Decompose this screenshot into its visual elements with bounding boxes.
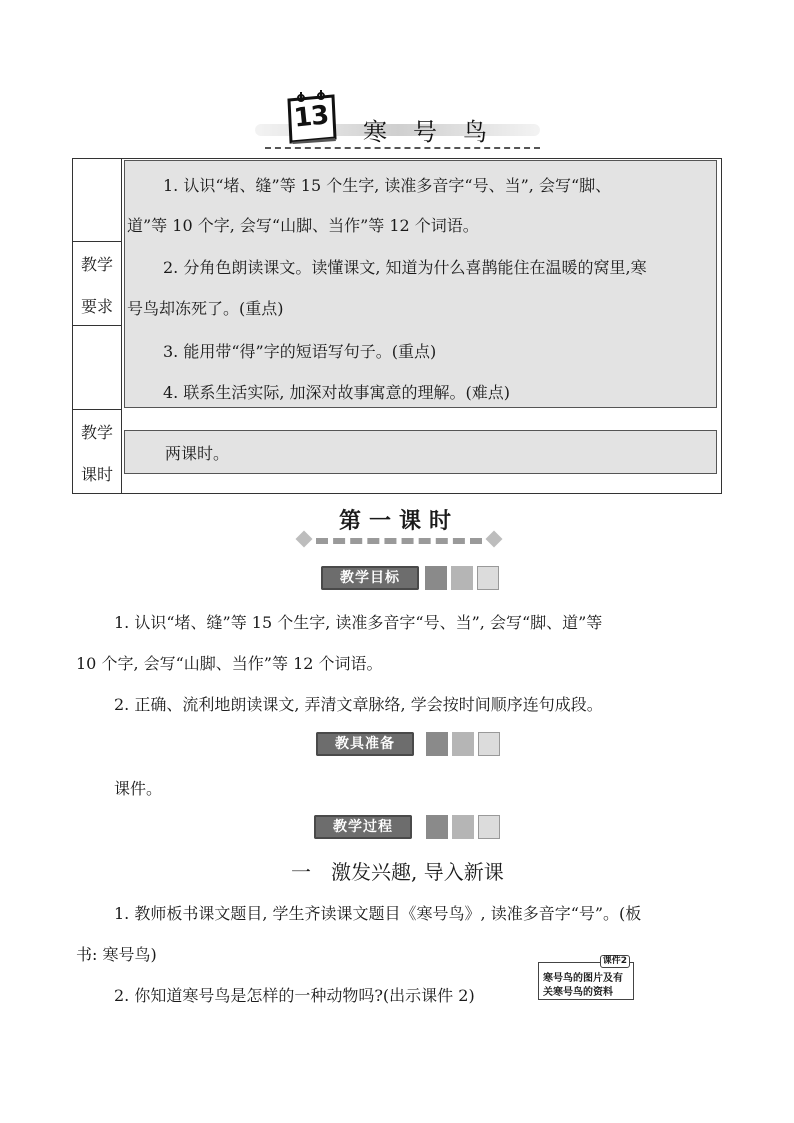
badge-square — [426, 815, 448, 839]
goal-line: 10 个字, 会写“山脚、当作”等 12 个词语。 — [76, 654, 383, 673]
courseware-id: 课件2 — [600, 955, 630, 968]
tools-text: 课件。 — [114, 779, 163, 798]
requirements-label: 教学 — [80, 255, 113, 274]
badge-square — [426, 732, 448, 756]
table-label-column — [73, 159, 122, 493]
badge-square — [477, 566, 499, 590]
process-line: 1. 教师板书课文题目, 学生齐读课文题目《寒号鸟》, 读准多音字“号”。(板 — [114, 904, 642, 923]
courseware-tag — [538, 956, 634, 1000]
badge-square — [451, 566, 473, 590]
hours-box — [124, 430, 717, 474]
badge-square — [478, 815, 500, 839]
tools-badge-label: 教具准备 — [316, 732, 414, 756]
lesson-header — [255, 84, 540, 154]
requirement-line: 号鸟却冻死了。(重点) — [127, 299, 284, 318]
requirement-line: 3. 能用带“得”字的短语写句子。(重点) — [163, 342, 437, 361]
period-dashed-bar — [316, 538, 482, 544]
badge-square — [452, 732, 474, 756]
header-dashed-rule — [265, 147, 540, 149]
goals-badge-label: 教学目标 — [321, 566, 419, 590]
period-title: 第一课时 — [338, 509, 459, 534]
requirement-line: 道”等 10 个字, 会写“山脚、当作”等 12 个词语。 — [127, 216, 479, 235]
requirements-label: 要求 — [80, 297, 113, 316]
courseware-line: 寒号鸟的图片及有 — [543, 973, 623, 984]
goal-line: 1. 认识“堵、缝”等 15 个生字, 读准多音字“号、当”, 会写“脚、道”等 — [114, 613, 603, 632]
courseware-line: 关寒号鸟的资料 — [543, 987, 613, 998]
label-divider — [73, 409, 121, 410]
lesson-number: 13 — [292, 100, 330, 134]
requirement-line: 2. 分角色朗读课文。读懂课文, 知道为什么喜鹊能住在温暖的窝里,寒 — [163, 258, 647, 277]
lesson-title: 寒号鸟 — [363, 118, 513, 146]
calendar-icon — [283, 90, 339, 144]
requirements-box — [124, 160, 717, 408]
process-heading: 一 激发兴趣, 导入新课 — [291, 860, 504, 884]
period-title-block — [294, 500, 504, 550]
hours-label: 课时 — [80, 465, 113, 484]
label-divider — [73, 241, 121, 242]
hours-value: 两课时。 — [165, 444, 230, 463]
requirement-line: 4. 联系生活实际, 加深对故事寓意的理解。(难点) — [163, 383, 511, 402]
process-line: 2. 你知道寒号鸟是怎样的一种动物吗?(出示课件 2) — [114, 986, 475, 1005]
badge-square — [478, 732, 500, 756]
process-line: 书: 寒号鸟) — [76, 945, 157, 964]
requirement-line: 1. 认识“堵、缝”等 15 个生字, 读准多音字“号、当”, 会写“脚、 — [163, 176, 612, 195]
badge-square — [425, 566, 447, 590]
goal-line: 2. 正确、流利地朗读课文, 弄清文章脉络, 学会按时间顺序连句成段。 — [114, 695, 603, 714]
hours-label: 教学 — [80, 423, 113, 442]
process-badge-label: 教学过程 — [314, 815, 412, 839]
badge-square — [452, 815, 474, 839]
